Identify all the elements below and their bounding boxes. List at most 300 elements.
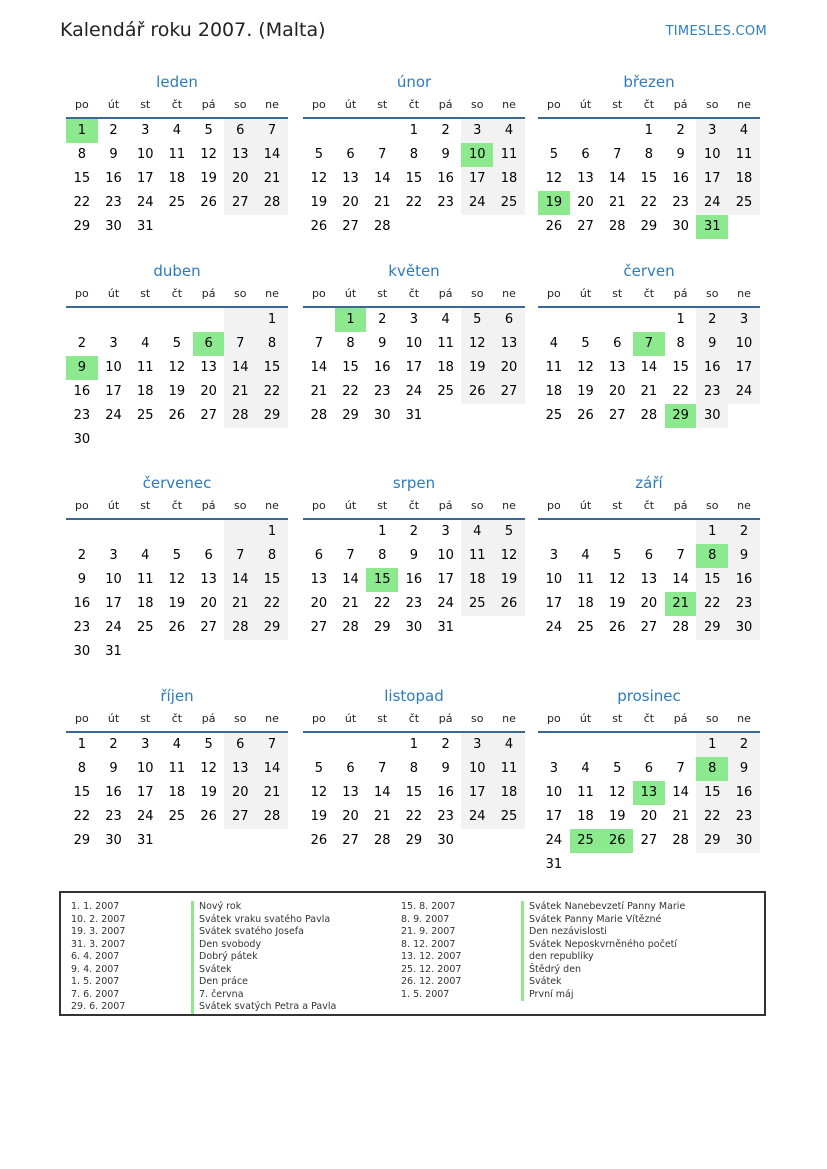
day-cell: 26 <box>200 195 217 210</box>
holiday-marker <box>521 964 524 977</box>
weekday-label: čt <box>643 287 655 300</box>
holiday-name: Svátek Nanebevzetí Panny Marie <box>529 901 686 912</box>
day-cell: 10 <box>545 572 563 587</box>
empty-cell <box>193 520 225 544</box>
empty-cell <box>303 308 335 332</box>
day-cell: 22 <box>696 592 728 616</box>
day-cell: 2 <box>378 312 387 327</box>
day-cell: 18 <box>461 568 493 592</box>
day-cell: 29 <box>373 620 391 635</box>
day-cell: 31 <box>136 833 154 848</box>
day-cell: 4 <box>141 548 150 563</box>
holiday-marker <box>191 964 194 977</box>
day-cell: 23 <box>672 195 689 210</box>
day-cell: 11 <box>545 360 563 375</box>
weekday-label: čt <box>171 287 183 300</box>
day-cell: 21 <box>310 384 328 399</box>
holiday-date: 1. 1. 2007 <box>71 901 120 912</box>
weekday-label: čt <box>171 98 183 111</box>
day-cell: 3 <box>441 524 450 539</box>
weekday-label: čt <box>408 712 420 725</box>
day-cell: 4 <box>581 761 590 776</box>
day-cell: 11 <box>577 785 594 800</box>
day-cell: 11 <box>168 147 186 162</box>
day-cell: 1 <box>696 733 728 757</box>
weekday-header <box>538 93 760 119</box>
weekday-label: pá <box>201 287 216 300</box>
month-name: únor <box>396 73 432 91</box>
day-cell: 6 <box>644 548 654 563</box>
empty-cell <box>601 733 633 757</box>
day-cell: 2 <box>77 336 86 351</box>
weekday-label: po <box>311 712 326 725</box>
weekday-label: čt <box>408 287 420 300</box>
weekday-label: po <box>546 98 561 111</box>
day-cell: 8 <box>644 147 654 162</box>
empty-cell <box>728 853 760 877</box>
day-grid <box>538 119 760 239</box>
day-cell: 26 <box>608 620 626 635</box>
day-cell: 20 <box>640 596 658 611</box>
day-grid <box>66 308 288 452</box>
weekday-label: út <box>107 499 120 512</box>
day-cell: 27 <box>224 805 256 829</box>
day-cell: 18 <box>493 781 525 805</box>
day-cell: 27 <box>493 380 525 404</box>
day-cell: 16 <box>105 785 122 800</box>
weekday-label: so <box>234 499 247 512</box>
day-cell: 25 <box>493 191 525 215</box>
empty-cell <box>161 308 193 332</box>
weekday-label: út <box>107 712 120 725</box>
day-cell: 11 <box>493 143 525 167</box>
empty-cell <box>366 733 398 757</box>
day-cell: 9 <box>728 544 760 568</box>
month-říjen <box>66 686 288 853</box>
month-name: květen <box>388 262 440 280</box>
month-prosinec <box>538 686 760 877</box>
day-cell: 10 <box>696 143 728 167</box>
weekday-header <box>66 707 288 733</box>
day-cell: 8 <box>696 757 728 781</box>
day-cell: 15 <box>342 360 359 375</box>
day-cell: 3 <box>141 123 150 138</box>
day-cell: 29 <box>73 833 91 848</box>
day-cell: 12 <box>608 785 626 800</box>
empty-cell <box>461 404 493 428</box>
empty-cell <box>193 308 225 332</box>
day-cell: 6 <box>224 119 256 143</box>
day-cell: 23 <box>73 408 91 423</box>
legend-row <box>71 939 336 952</box>
day-cell: 30 <box>405 620 423 635</box>
holiday-name: 7. června <box>199 988 244 1000</box>
holiday-date: 15. 8. 2007 <box>401 901 456 912</box>
empty-cell <box>493 616 525 640</box>
day-cell: 10 <box>437 548 454 563</box>
day-cell: 18 <box>577 809 594 824</box>
day-cell: 25 <box>461 592 493 616</box>
day-cell: 4 <box>461 520 493 544</box>
empty-cell <box>538 308 570 332</box>
day-cell: 12 <box>168 360 186 375</box>
day-cell: 4 <box>728 119 760 143</box>
empty-cell <box>366 119 398 143</box>
weekday-label: čt <box>643 499 655 512</box>
day-cell: 18 <box>437 360 454 375</box>
day-cell: 8 <box>77 761 86 776</box>
holiday-marker <box>191 976 194 989</box>
day-cell: 25 <box>437 384 454 399</box>
holiday-marker <box>521 939 524 952</box>
day-cell: 8 <box>256 544 288 568</box>
day-cell: 10 <box>105 572 122 587</box>
day-cell: 6 <box>493 308 525 332</box>
day-cell: 13 <box>200 360 217 375</box>
day-grid <box>538 520 760 640</box>
day-cell: 4 <box>172 123 182 138</box>
day-cell: 16 <box>437 785 454 800</box>
weekday-label: pá <box>438 98 453 111</box>
legend-row <box>71 901 336 914</box>
day-cell: 10 <box>136 761 154 776</box>
weekday-label: pá <box>438 712 453 725</box>
weekday-label: út <box>344 98 357 111</box>
month-name: duben <box>153 262 201 280</box>
day-cell: 20 <box>493 356 525 380</box>
empty-cell <box>570 308 602 332</box>
day-cell: 30 <box>105 833 122 848</box>
day-cell: 6 <box>613 336 622 351</box>
empty-cell <box>224 640 256 664</box>
day-cell: 19 <box>461 356 493 380</box>
day-cell: 20 <box>640 809 658 824</box>
day-cell: 16 <box>73 384 91 399</box>
day-cell: 13 <box>577 171 594 186</box>
day-cell: 18 <box>493 167 525 191</box>
day-cell: 2 <box>441 123 450 138</box>
month-name: září <box>635 474 663 492</box>
empty-cell <box>601 308 633 332</box>
empty-cell <box>538 733 570 757</box>
day-cell: 14 <box>373 171 391 186</box>
weekday-label: út <box>107 98 120 111</box>
day-cell: 15 <box>696 781 728 805</box>
weekday-header <box>303 494 525 520</box>
empty-cell <box>224 308 256 332</box>
weekday-label: út <box>344 712 357 725</box>
day-cell: 13 <box>310 572 328 587</box>
legend-row <box>401 976 685 989</box>
holiday-name: Svátek vraku svatého Pavla <box>199 913 331 925</box>
day-cell: 24 <box>136 195 154 210</box>
day-cell: 9 <box>109 761 118 776</box>
day-cell: 5 <box>172 548 182 563</box>
day-cell: 30 <box>105 219 122 234</box>
day-cell: 9 <box>441 761 450 776</box>
weekday-label: ne <box>737 712 751 725</box>
day-cell: 13 <box>224 143 256 167</box>
day-cell: 21 <box>608 195 626 210</box>
month-srpen <box>303 473 525 640</box>
holiday-date: 21. 9. 2007 <box>401 926 456 937</box>
day-cell: 16 <box>373 360 391 375</box>
day-cell: 5 <box>549 147 558 162</box>
holiday-name: den republiky <box>529 951 594 962</box>
day-cell: 5 <box>204 737 213 752</box>
weekday-label: po <box>74 98 89 111</box>
empty-cell <box>161 428 193 452</box>
weekday-label: ne <box>502 287 516 300</box>
weekday-label: čt <box>643 98 655 111</box>
day-cell: 1 <box>409 737 419 752</box>
weekday-label: st <box>612 712 623 725</box>
empty-cell <box>601 853 633 877</box>
day-cell: 12 <box>545 171 563 186</box>
day-cell: 8 <box>409 147 419 162</box>
legend-row <box>71 1001 336 1014</box>
day-grid <box>66 119 288 239</box>
day-cell: 3 <box>549 548 558 563</box>
day-cell: 29 <box>665 404 697 428</box>
day-cell: 31 <box>405 408 423 423</box>
day-cell: 28 <box>672 620 689 635</box>
empty-cell <box>98 308 130 332</box>
holiday-marker <box>521 901 524 914</box>
day-grid <box>303 733 525 853</box>
day-cell: 20 <box>310 596 328 611</box>
day-cell: 7 <box>613 147 622 162</box>
day-cell: 14 <box>224 568 256 592</box>
day-cell: 15 <box>672 360 689 375</box>
day-cell: 27 <box>200 620 217 635</box>
weekday-label: st <box>612 499 623 512</box>
day-cell: 27 <box>200 408 217 423</box>
holiday-marker <box>191 926 194 939</box>
day-cell: 3 <box>109 548 118 563</box>
empty-cell <box>538 119 570 143</box>
empty-cell <box>430 404 462 428</box>
day-cell: 31 <box>696 215 728 239</box>
day-cell: 24 <box>437 596 454 611</box>
weekday-header <box>538 282 760 308</box>
day-cell: 25 <box>545 408 563 423</box>
day-cell: 26 <box>168 408 186 423</box>
day-cell: 21 <box>224 380 256 404</box>
holiday-date: 1. 5. 2007 <box>401 988 450 1000</box>
holiday-date: 8. 9. 2007 <box>401 913 450 925</box>
day-cell: 17 <box>105 384 122 399</box>
weekday-label: so <box>234 287 247 300</box>
day-cell: 15 <box>256 356 288 380</box>
day-cell: 11 <box>136 360 154 375</box>
day-cell: 26 <box>310 219 328 234</box>
day-cell: 4 <box>172 737 182 752</box>
day-cell: 25 <box>136 408 154 423</box>
day-cell: 17 <box>136 785 154 800</box>
day-cell: 24 <box>461 805 493 829</box>
weekday-label: ne <box>265 712 279 725</box>
weekday-header <box>538 707 760 733</box>
day-cell: 22 <box>73 195 91 210</box>
holiday-date: 31. 3. 2007 <box>71 938 126 950</box>
empty-cell <box>161 520 193 544</box>
day-cell: 12 <box>200 147 217 162</box>
day-cell: 25 <box>493 805 525 829</box>
day-cell: 19 <box>493 568 525 592</box>
day-cell: 19 <box>310 195 328 210</box>
holiday-marker <box>521 951 524 964</box>
empty-cell <box>256 640 288 664</box>
day-cell: 30 <box>728 616 760 640</box>
day-cell: 24 <box>728 380 760 404</box>
empty-cell <box>161 829 193 853</box>
empty-cell <box>66 520 98 544</box>
legend-row <box>401 914 685 927</box>
day-cell: 6 <box>204 548 213 563</box>
empty-cell <box>129 640 161 664</box>
empty-cell <box>303 520 335 544</box>
day-cell: 7 <box>256 119 288 143</box>
day-cell: 21 <box>373 809 391 824</box>
day-cell: 30 <box>672 219 689 234</box>
day-cell: 12 <box>493 544 525 568</box>
day-cell: 25 <box>136 620 154 635</box>
day-cell: 11 <box>461 544 493 568</box>
empty-cell <box>335 119 367 143</box>
empty-cell <box>129 428 161 452</box>
brand-link[interactable]: TIMESLES.COM <box>665 24 767 39</box>
empty-cell <box>193 640 225 664</box>
holiday-marker <box>191 989 194 1002</box>
empty-cell <box>66 308 98 332</box>
day-cell: 13 <box>200 572 217 587</box>
day-cell: 1 <box>66 119 98 143</box>
weekday-label: po <box>311 98 326 111</box>
day-cell: 18 <box>545 384 563 399</box>
day-cell: 3 <box>141 737 150 752</box>
day-cell: 31 <box>105 644 122 659</box>
weekday-label: st <box>377 287 388 300</box>
day-cell: 10 <box>105 360 122 375</box>
day-cell: 18 <box>136 596 154 611</box>
weekday-label: čt <box>408 499 420 512</box>
day-cell: 15 <box>73 785 91 800</box>
day-cell: 25 <box>570 829 602 853</box>
day-cell: 5 <box>613 761 622 776</box>
day-cell: 19 <box>538 191 570 215</box>
weekday-label: ne <box>265 98 279 111</box>
holiday-marker <box>521 926 524 939</box>
day-cell: 14 <box>608 171 626 186</box>
weekday-label: út <box>107 287 120 300</box>
empty-cell <box>601 520 633 544</box>
empty-cell <box>728 404 760 428</box>
month-září <box>538 473 760 640</box>
day-cell: 21 <box>256 781 288 805</box>
day-cell: 14 <box>672 785 689 800</box>
day-cell: 6 <box>581 147 590 162</box>
empty-cell <box>256 215 288 239</box>
day-cell: 28 <box>608 219 626 234</box>
empty-cell <box>665 853 697 877</box>
weekday-label: ne <box>502 712 516 725</box>
day-cell: 2 <box>109 737 118 752</box>
day-cell: 3 <box>461 733 493 757</box>
empty-cell <box>728 215 760 239</box>
day-cell: 20 <box>608 384 626 399</box>
legend-row <box>71 951 336 964</box>
day-cell: 10 <box>136 147 154 162</box>
day-cell: 4 <box>549 336 558 351</box>
day-cell: 20 <box>342 195 359 210</box>
holiday-date: 19. 3. 2007 <box>71 926 126 937</box>
day-cell: 30 <box>728 829 760 853</box>
day-cell: 15 <box>405 785 423 800</box>
weekday-label: ne <box>737 499 751 512</box>
holiday-date: 13. 12. 2007 <box>401 951 462 962</box>
day-cell: 17 <box>437 572 454 587</box>
month-name: listopad <box>384 687 444 705</box>
day-grid <box>538 733 760 877</box>
weekday-label: st <box>377 499 388 512</box>
day-grid <box>66 520 288 664</box>
day-cell: 22 <box>256 592 288 616</box>
legend-row <box>71 964 336 977</box>
weekday-header <box>66 282 288 308</box>
month-únor <box>303 72 525 239</box>
day-cell: 13 <box>633 781 665 805</box>
day-cell: 2 <box>441 737 450 752</box>
day-cell: 1 <box>676 312 685 327</box>
day-cell: 14 <box>672 572 689 587</box>
weekday-header <box>66 494 288 520</box>
day-cell: 19 <box>608 809 626 824</box>
day-cell: 23 <box>405 596 423 611</box>
day-cell: 14 <box>256 757 288 781</box>
day-cell: 5 <box>172 336 182 351</box>
empty-cell <box>538 520 570 544</box>
holiday-name: Svátek Panny Marie Vítězné <box>529 913 662 925</box>
day-cell: 27 <box>608 408 626 423</box>
day-cell: 19 <box>310 809 328 824</box>
holiday-marker <box>191 1001 194 1014</box>
day-cell: 1 <box>256 308 288 332</box>
month-březen <box>538 72 760 239</box>
day-cell: 15 <box>256 568 288 592</box>
day-cell: 10 <box>461 143 493 167</box>
day-cell: 12 <box>200 761 217 776</box>
holiday-marker <box>521 989 524 1002</box>
weekday-label: pá <box>673 287 688 300</box>
empty-cell <box>256 829 288 853</box>
empty-cell <box>696 853 728 877</box>
day-cell: 23 <box>373 384 391 399</box>
day-cell: 7 <box>224 332 256 356</box>
day-cell: 2 <box>109 123 118 138</box>
day-cell: 1 <box>77 737 86 752</box>
holiday-name: Svátek <box>529 976 562 987</box>
day-cell: 28 <box>224 616 256 640</box>
day-cell: 30 <box>73 432 91 447</box>
day-cell: 30 <box>373 408 391 423</box>
day-cell: 20 <box>577 195 594 210</box>
day-cell: 6 <box>346 147 355 162</box>
empty-cell <box>570 733 602 757</box>
legend-row <box>401 926 685 939</box>
day-cell: 21 <box>373 195 391 210</box>
day-cell: 15 <box>366 568 398 592</box>
